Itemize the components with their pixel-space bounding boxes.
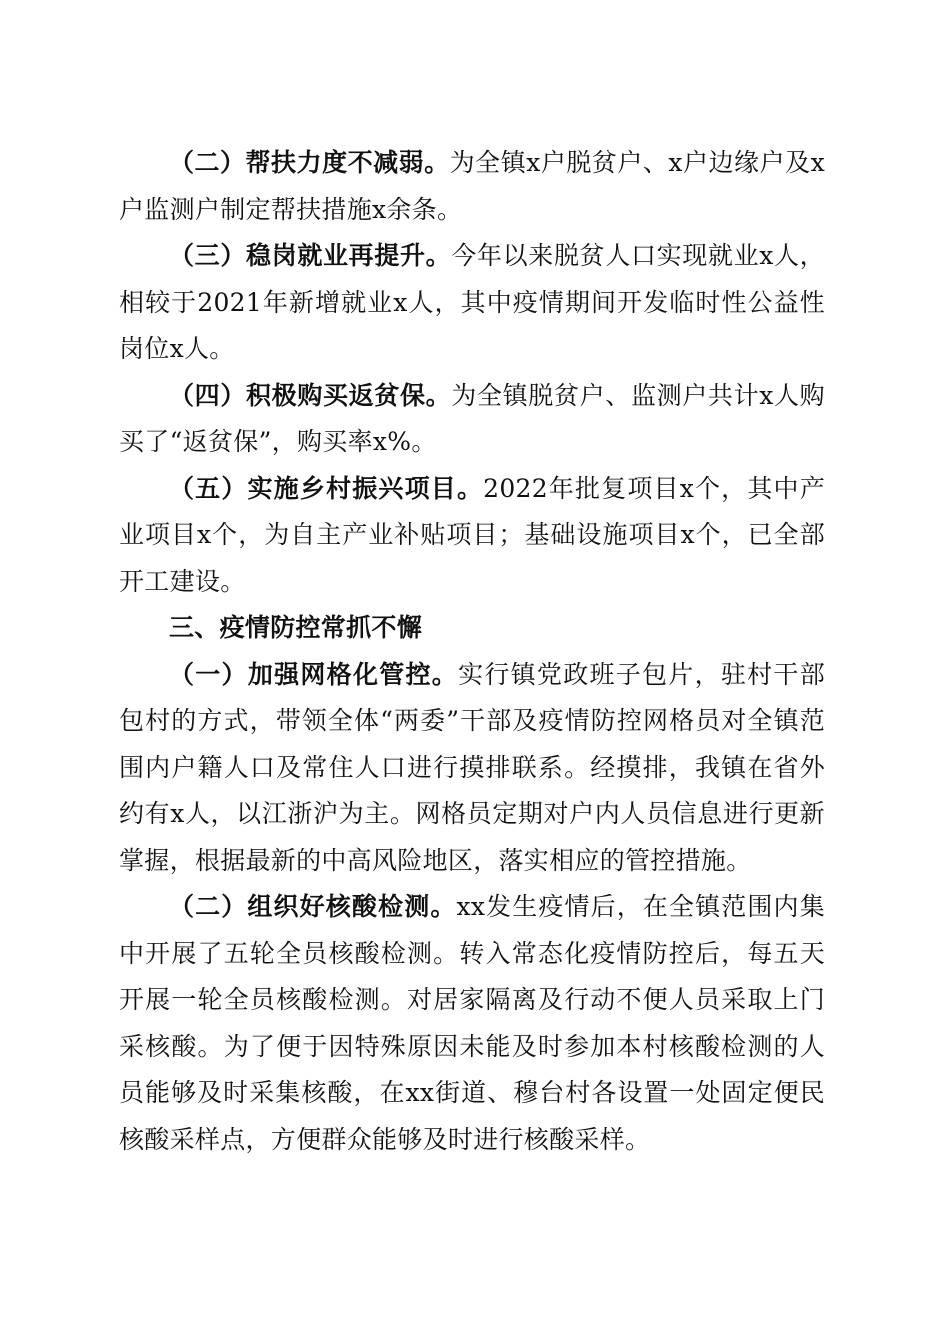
section-heading: 三、疫情防控常抓不懈 xyxy=(169,613,423,642)
paragraph-insurance xyxy=(119,373,825,466)
paragraph-text: 为全镇脱贫户、监测户共计x人购买了“返贫保”，购买率x%。 xyxy=(119,380,825,456)
document-body xyxy=(119,140,825,1163)
paragraph-lead: （二）组织好核酸检测。 xyxy=(169,892,457,921)
paragraph-text: 为全镇x户脱贫户、x户边缘户及x户监测户制定帮扶措施x余条。 xyxy=(119,148,825,224)
paragraph-text: 2022年批复项目x个，其中产业项目x个，为自主产业补贴项目；基础设施项目x个，已全部开工建设。 xyxy=(119,473,825,596)
paragraph-text: 实行镇党政班子包片，驻村干部包村的方式，带领全体“两委”干部及疫情防控网格员对全镇范围内户籍人口及常住人口进行摸排联系。经摸排，我镇在省外约有x人，以江浙沪为主。网格员定期对户内人员信息进行更新掌握，根据最新的中高风险地区，落实相应的管控措施。 xyxy=(119,659,825,875)
paragraph-lead: （三）稳岗就业再提升。 xyxy=(169,241,452,270)
paragraph-rural-projects xyxy=(119,466,825,606)
paragraph-text: xx发生疫情后，在全镇范围内集中开展了五轮全员核酸检测。转入常态化疫情防控后，每五天开展一轮全员核酸检测。对居家隔离及行动不便人员采取上门采核酸。为了便于因特殊原因未能及时参加本村核酸检测的人员能够及时采集核酸，在xx街道、穆台村各设置一处固定便民核酸采样点，方便群众能够及时进行核酸采样。 xyxy=(119,892,825,1154)
paragraph-lead: （一）加强网格化管控。 xyxy=(169,659,459,689)
paragraph-nucleic-testing xyxy=(119,884,825,1163)
paragraph-grid-control xyxy=(119,652,825,885)
paragraph-text: 今年以来脱贫人口实现就业x人，相较于2021年新增就业x人，其中疫情期间开发临时性公益性岗位x人。 xyxy=(119,241,825,363)
paragraph-employment xyxy=(119,233,825,373)
paragraph-lead: （五）实施乡村振兴项目。 xyxy=(169,473,484,503)
paragraph-lead: （四）积极购买返贫保。 xyxy=(169,380,452,410)
paragraph-lead: （二）帮扶力度不减弱。 xyxy=(169,148,450,177)
paragraph-assistance xyxy=(119,140,825,233)
